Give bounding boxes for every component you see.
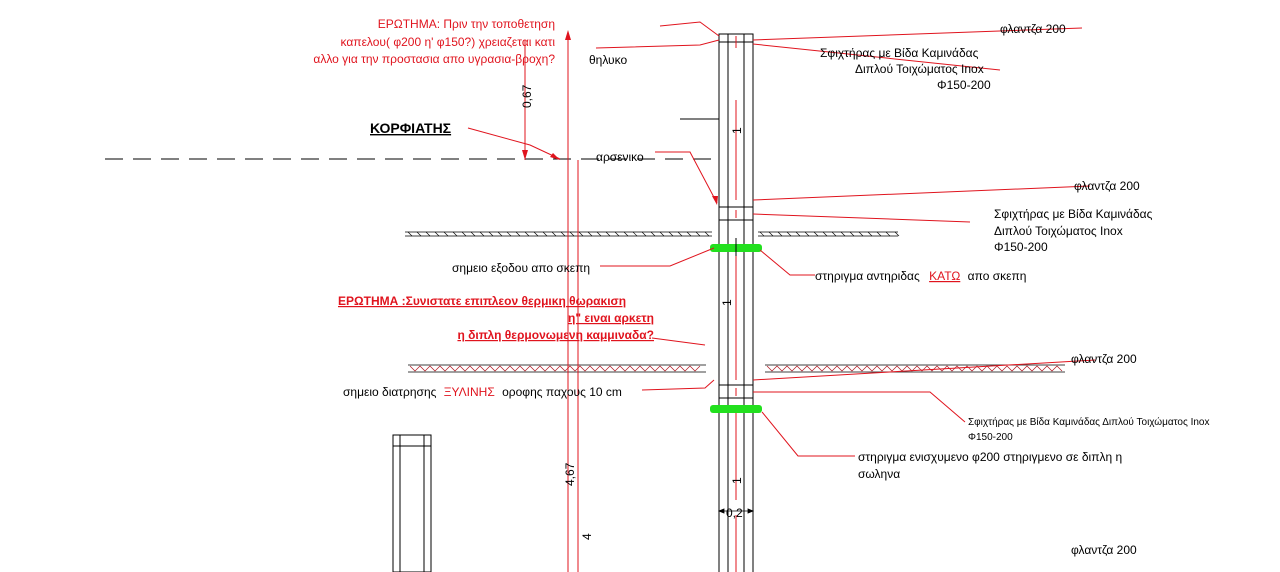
clamp-2-line-1: Σφιχτήρας με Βίδα Καμινάδας: [994, 207, 1153, 221]
leader-arrow-arseniko: [712, 196, 718, 205]
clamp-1-line-2: Διπλού Τοιχώματος Inox: [855, 62, 984, 76]
clamp-1-line-1: Σφιχτήρας με Βίδα Καμινάδας: [820, 46, 979, 60]
dimension-seg-mid: 1: [720, 299, 734, 306]
support-antiridas-label: [815, 269, 1026, 283]
dimension-seg-bot: 1: [730, 477, 744, 484]
pierce-suffix: οροφης παχους 10 cm: [502, 385, 622, 399]
dimension-0-2: 0,2: [726, 506, 743, 520]
dimension-4: 4: [580, 533, 594, 540]
flange-label-1: φλαντζα 200: [1000, 22, 1066, 36]
support-reinforced-line-1: στηριγμα ενισχυμενο φ200 στηριγμενο σε διπλη η: [858, 450, 1123, 464]
question-mid-line-1: ΕΡΩΤΗΜΑ :Συνιστατε επιπλεον θερμικη θωρακιση: [338, 294, 627, 308]
dimension-seg-top: 1: [730, 127, 744, 134]
clamp-3-line-2: Φ150-200: [968, 432, 1013, 443]
clamp-2-line-3: Φ150-200: [994, 240, 1048, 254]
pierce-point-label: [343, 385, 622, 399]
flange-label-2: φλαντζα 200: [1074, 179, 1140, 193]
clamp-2-line-2: Διπλού Τοιχώματος Inox: [994, 224, 1123, 238]
question-top-line-1: ΕΡΩΤΗΜΑ: Πριν την τοποθετηση: [377, 17, 555, 31]
support-clamp-ceiling: [710, 405, 762, 413]
support-antiridas-prefix: στηριγμα αντηριδας: [815, 269, 920, 283]
question-top-line-2: καπελου( φ200 η' φ150?) χρειαζεται κατι: [340, 35, 555, 49]
wall-detail-bottom-left: [393, 435, 431, 572]
flange-label-4: φλαντζα 200: [1071, 543, 1137, 557]
question-mid-line-2: η" ειναι αρκετη: [568, 311, 654, 325]
question-top-line-3: αλλο για την προστασια απο υγρασια-βροχη?: [313, 52, 555, 66]
flange-label-3: φλαντζα 200: [1071, 352, 1137, 366]
dimension-4-67: 4,67: [563, 462, 577, 486]
roof-hatch-upper-ticks: [408, 232, 899, 236]
exit-point-label: σημειο εξοδου απο σκεπη: [452, 261, 591, 275]
dimension-arrow-top: [565, 30, 571, 40]
support-antiridas-red: ΚΑΤΩ: [929, 269, 961, 283]
pierce-prefix: σημειο διατρησης: [343, 385, 437, 399]
pierce-wood-word: ΞΥΛΙΝΗΣ: [443, 385, 495, 399]
clamp-3-line-1: Σφιχτήρας με Βίδα Καμινάδας Διπλού Τοιχώματος Inox: [968, 417, 1210, 428]
question-mid-line-3: η διπλη θερμονωμενη καμμιναδα?: [457, 328, 654, 342]
arseniko-label: αρσενικο: [596, 150, 644, 164]
support-antiridas-suffix: απο σκεπη: [967, 269, 1027, 283]
dimension-0-67: 0,67: [520, 84, 534, 108]
support-reinforced-line-2: σωληνα: [858, 467, 901, 481]
thiluko-label: θηλυκο: [589, 53, 628, 67]
clamp-1-line-3: Φ150-200: [937, 78, 991, 92]
korfiatis-label: ΚΟΡΦΙΑΤΗΣ: [370, 120, 452, 136]
